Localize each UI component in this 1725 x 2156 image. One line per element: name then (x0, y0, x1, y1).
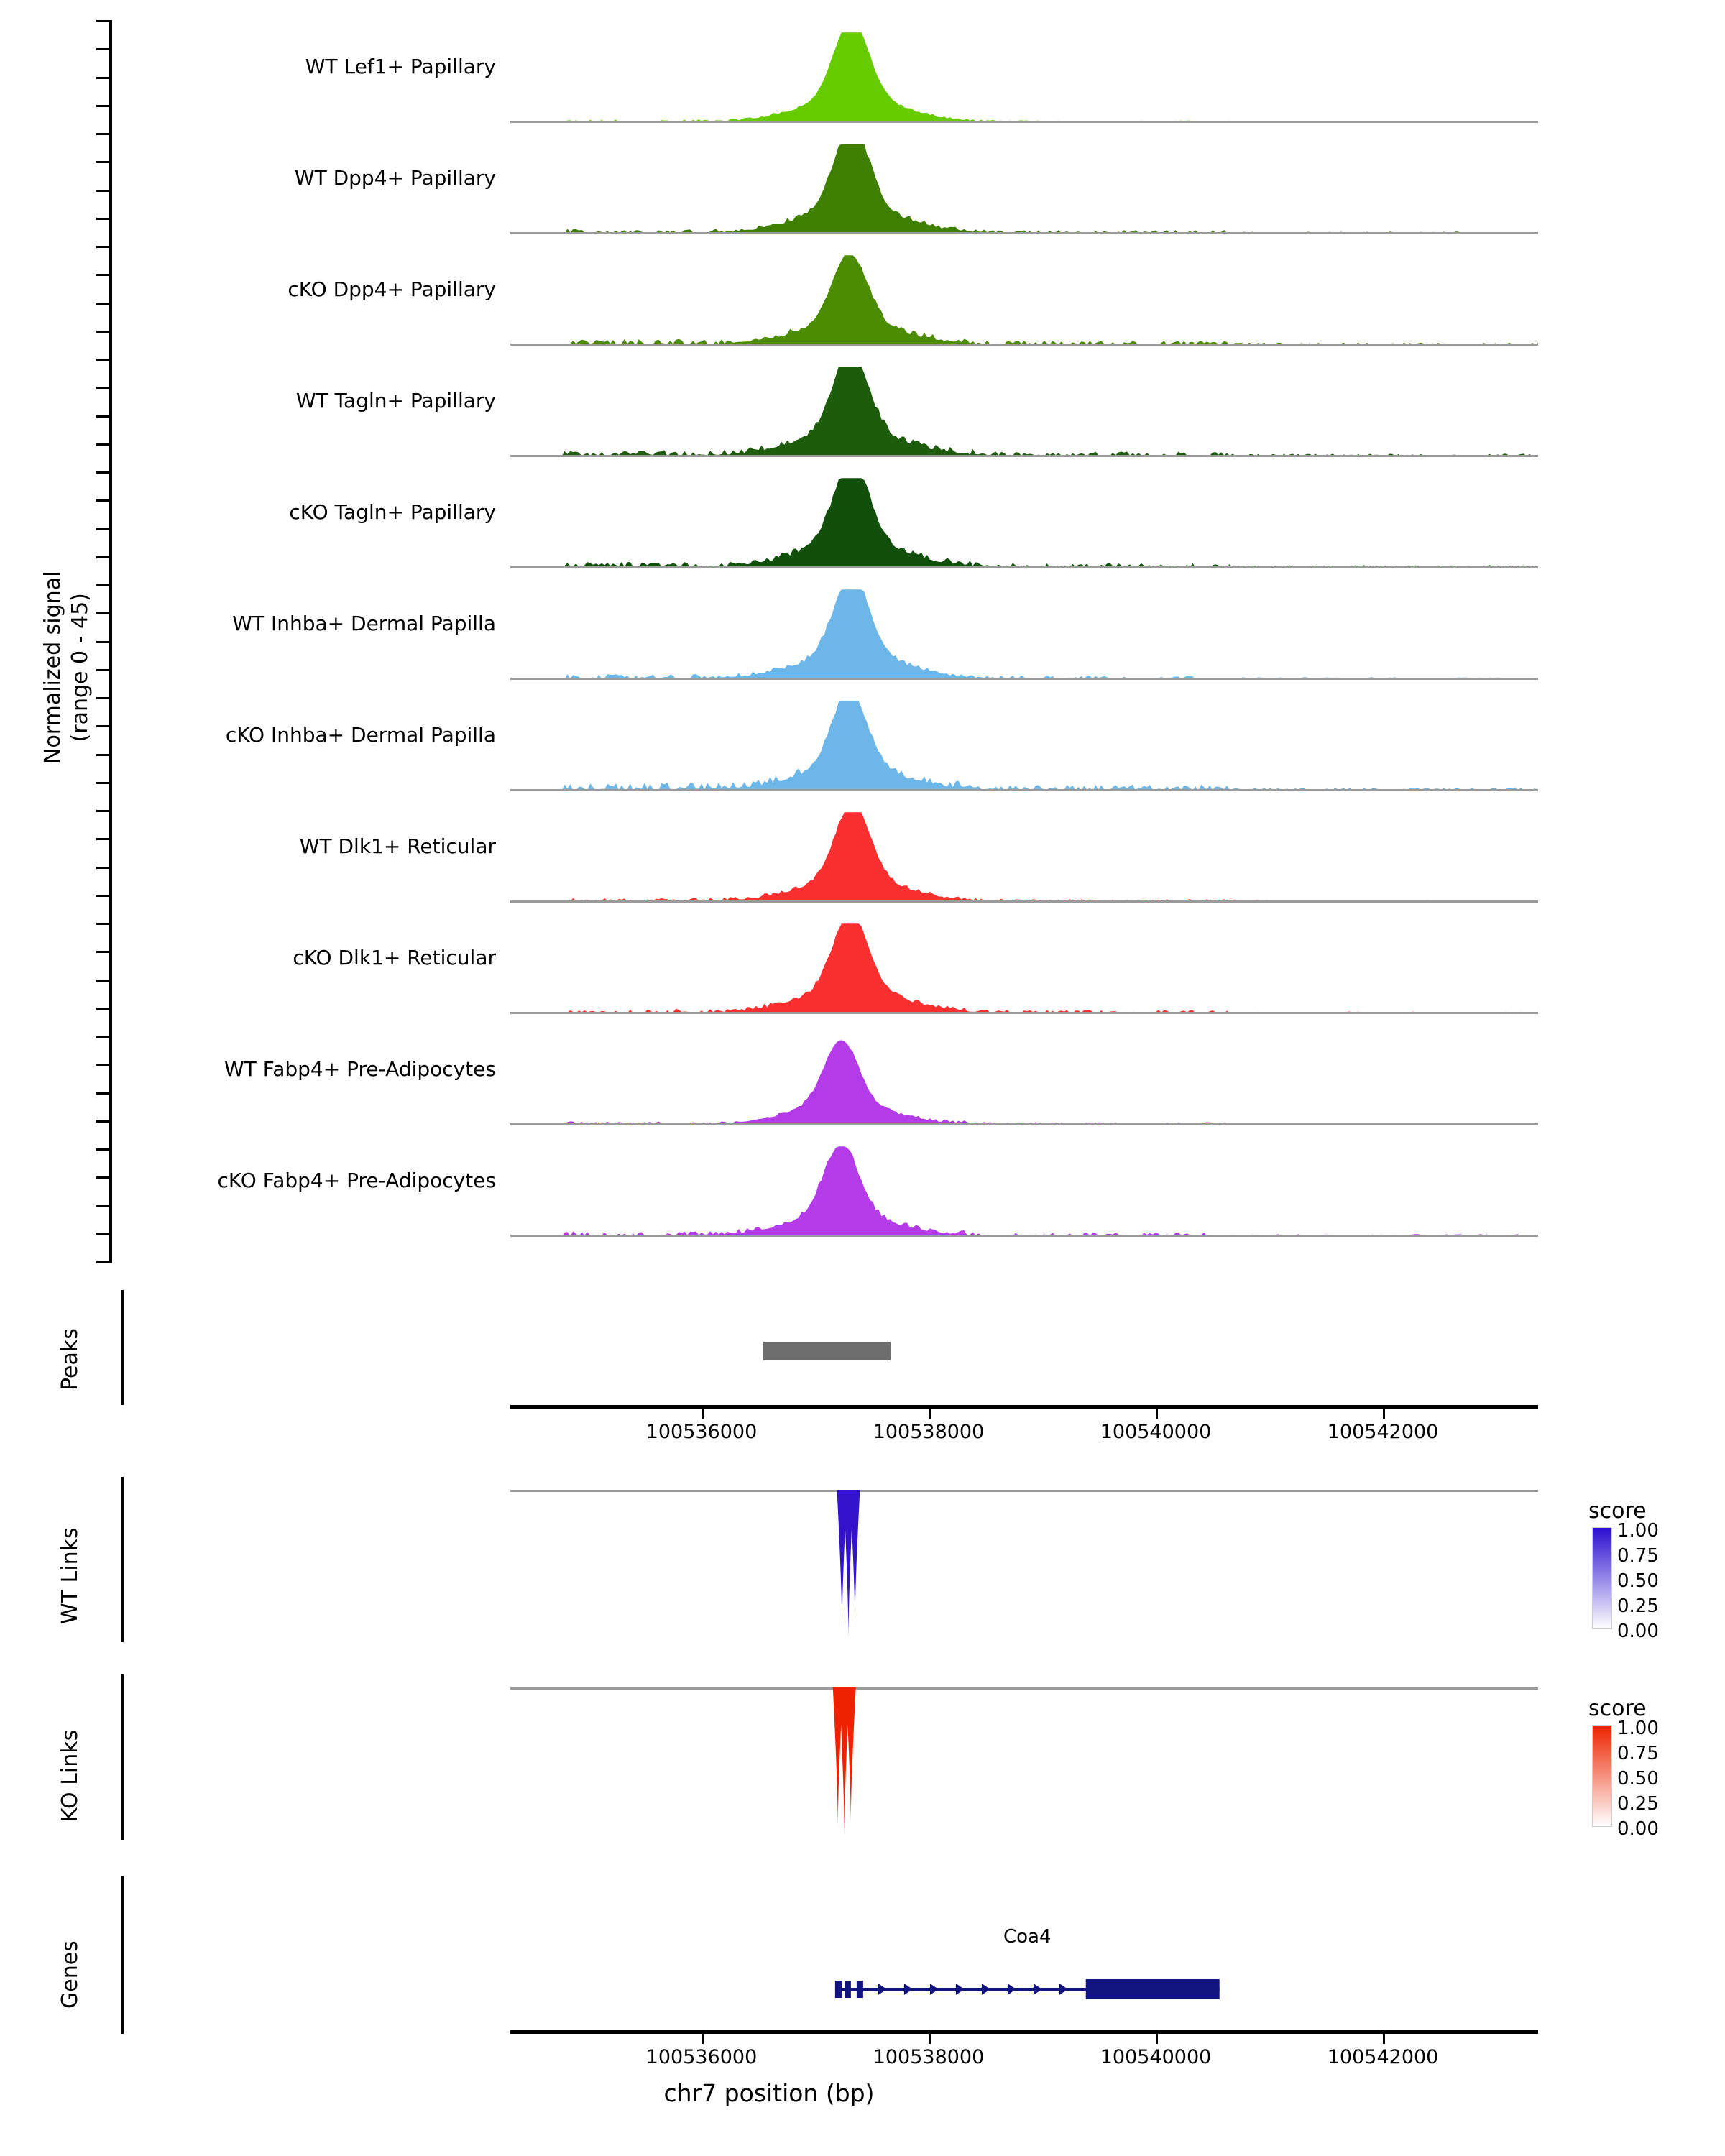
signal-axis-tick (96, 951, 112, 953)
signal-axis-tick (96, 387, 112, 389)
upper-x-tick-label-0: 100536000 (645, 1421, 758, 1443)
upper-x-tick-label-1: 100538000 (873, 1421, 985, 1443)
wt-score-legend-tick-2: 0.50 (1617, 1570, 1659, 1592)
signal-axis-tick (96, 641, 112, 643)
signal-axis-tick (96, 725, 112, 727)
signal-track-4 (510, 474, 1538, 568)
signal-axis-tick (96, 584, 112, 586)
signal-axis-tick (96, 612, 112, 614)
lower-x-tick-3 (1383, 2034, 1385, 2044)
signal-axis-tick (96, 1064, 112, 1066)
lower-x-tick-label-2: 100540000 (1100, 2046, 1212, 2068)
ko-score-legend-tick-3: 0.25 (1617, 1793, 1659, 1815)
upper-x-tick-0 (702, 1409, 704, 1419)
signal-track-6 (510, 697, 1538, 791)
track-label-7: WT Dlk1+ Reticular (299, 834, 496, 859)
wt-score-legend-title: score (1588, 1498, 1647, 1524)
track-baseline-2 (510, 344, 1538, 346)
ko-links-arcs (510, 1687, 1538, 1840)
signal-axis-tick (96, 1205, 112, 1207)
wt-score-legend-tick-1: 0.75 (1617, 1545, 1659, 1567)
signal-track-0 (510, 29, 1538, 122)
signal-axis-tick (96, 838, 112, 840)
wt-links-arcs (510, 1490, 1538, 1642)
signal-axis-tick (96, 1036, 112, 1038)
track-label-3: WT Tagln+ Papillary (295, 389, 496, 413)
gene-model (510, 1969, 1538, 2012)
wt-score-legend-tick-4: 0.00 (1617, 1621, 1659, 1642)
signal-axis-tick (96, 274, 112, 276)
signal-axis-tick (96, 443, 112, 446)
track-baseline-4 (510, 566, 1538, 568)
lower-x-tick-0 (702, 2034, 704, 2044)
signal-axis-tick (96, 359, 112, 361)
signal-axis-tick (96, 161, 112, 163)
track-label-10: cKO Fabp4+ Pre-Adipocytes (217, 1169, 496, 1193)
x-axis-title: chr7 position (bp) (663, 2079, 875, 2107)
signal-axis-tick (96, 105, 112, 107)
lower-x-tick-1 (929, 2034, 931, 2044)
signal-axis-tick (96, 895, 112, 897)
ko-links-label: KO Links (58, 1729, 83, 1822)
track-baseline-7 (510, 900, 1538, 903)
signal-axis-tick (96, 1176, 112, 1179)
signal-track-3 (510, 363, 1538, 456)
ko-score-legend-tick-0: 1.00 (1617, 1718, 1659, 1739)
track-label-2: cKO Dpp4+ Papillary (288, 277, 496, 302)
signal-axis-tick (96, 246, 112, 248)
signal-axis-tick (96, 669, 112, 671)
lower-x-tick-2 (1156, 2034, 1158, 2044)
signal-axis-tick (96, 528, 112, 530)
signal-axis-tick (96, 1261, 112, 1263)
upper-x-tick-label-3: 100542000 (1327, 1421, 1439, 1443)
upper-x-tick-label-2: 100540000 (1100, 1421, 1212, 1443)
ko-score-legend-tick-2: 0.50 (1617, 1768, 1659, 1789)
wt-score-legend-gradient (1592, 1527, 1612, 1629)
track-label-1: WT Dpp4+ Papillary (294, 166, 496, 190)
ko-score-legend-tick-1: 0.75 (1617, 1743, 1659, 1764)
genes-spine (121, 1876, 124, 2034)
track-label-6: cKO Inhba+ Dermal Papilla (225, 723, 496, 747)
signal-track-5 (510, 586, 1538, 679)
signal-axis-tick (96, 1092, 112, 1095)
signal-axis-tick (96, 810, 112, 812)
track-label-4: cKO Tagln+ Papillary (289, 500, 496, 525)
signal-track-7 (510, 808, 1538, 902)
signal-axis-tick (96, 980, 112, 982)
signal-axis-tick (96, 48, 112, 50)
signal-axis-tick (96, 415, 112, 418)
ko-links-spine (121, 1674, 124, 1840)
lower-x-tick-label-3: 100542000 (1327, 2046, 1439, 2068)
upper-x-tick-3 (1383, 1409, 1385, 1419)
track-baseline-0 (510, 121, 1538, 123)
gene-name-label: Coa4 (1003, 1926, 1052, 1948)
wt-score-legend-tick-0: 1.00 (1617, 1520, 1659, 1542)
signal-axis-tick (96, 1233, 112, 1235)
signal-track-10 (510, 1143, 1538, 1236)
signal-axis-tick (96, 190, 112, 192)
signal-axis-tick (96, 303, 112, 305)
signal-axis-tick (96, 923, 112, 925)
wt-score-legend-tick-3: 0.25 (1617, 1595, 1659, 1617)
wt-links-spine (121, 1477, 124, 1642)
track-baseline-10 (510, 1235, 1538, 1237)
peaks-panel-label: Peaks (58, 1328, 83, 1391)
upper-x-tick-2 (1156, 1409, 1158, 1419)
signal-axis-tick (96, 697, 112, 699)
signal-axis-tick (96, 218, 112, 220)
ko-score-legend-gradient (1592, 1725, 1612, 1827)
track-baseline-9 (510, 1123, 1538, 1125)
signal-track-9 (510, 1031, 1538, 1125)
signal-axis-tick (96, 331, 112, 333)
y-axis-label-line2: (range 0 - 45) (67, 592, 93, 742)
signal-axis-tick (96, 1008, 112, 1010)
track-baseline-8 (510, 1012, 1538, 1014)
signal-axis-tick (96, 499, 112, 502)
signal-axis-tick (96, 20, 112, 22)
peaks-axis-spine (121, 1290, 124, 1405)
signal-axis-tick (96, 556, 112, 558)
signal-axis-tick (96, 754, 112, 756)
y-axis-label-line1: Normalized signal (40, 571, 65, 764)
track-baseline-1 (510, 232, 1538, 234)
lower-x-tick-label-1: 100538000 (873, 2046, 985, 2068)
track-baseline-5 (510, 678, 1538, 680)
signal-axis-tick (96, 471, 112, 474)
signal-track-8 (510, 920, 1538, 1013)
wt-links-label: WT Links (58, 1527, 83, 1624)
track-label-0: WT Lef1+ Papillary (305, 55, 496, 79)
lower-x-tick-label-0: 100536000 (645, 2046, 758, 2068)
track-label-9: WT Fabp4+ Pre-Adipocytes (224, 1057, 496, 1082)
signal-axis-tick (96, 133, 112, 135)
track-baseline-6 (510, 789, 1538, 791)
upper-x-tick-1 (929, 1409, 931, 1419)
signal-axis-tick (96, 782, 112, 784)
signal-track-2 (510, 252, 1538, 345)
signal-axis-tick (96, 1120, 112, 1123)
genes-panel-label: Genes (58, 1940, 83, 2009)
signal-axis-tick (96, 77, 112, 79)
track-label-8: cKO Dlk1+ Reticular (293, 946, 496, 970)
ko-score-legend-title: score (1588, 1696, 1647, 1721)
ko-score-legend-tick-4: 0.00 (1617, 1818, 1659, 1840)
track-label-5: WT Inhba+ Dermal Papilla (232, 612, 496, 636)
signal-axis-tick (96, 1148, 112, 1151)
track-baseline-3 (510, 455, 1538, 457)
peak-interval-bar (763, 1342, 891, 1360)
signal-axis-tick (96, 867, 112, 869)
signal-track-1 (510, 140, 1538, 234)
y-axis-label (40, 571, 93, 763)
